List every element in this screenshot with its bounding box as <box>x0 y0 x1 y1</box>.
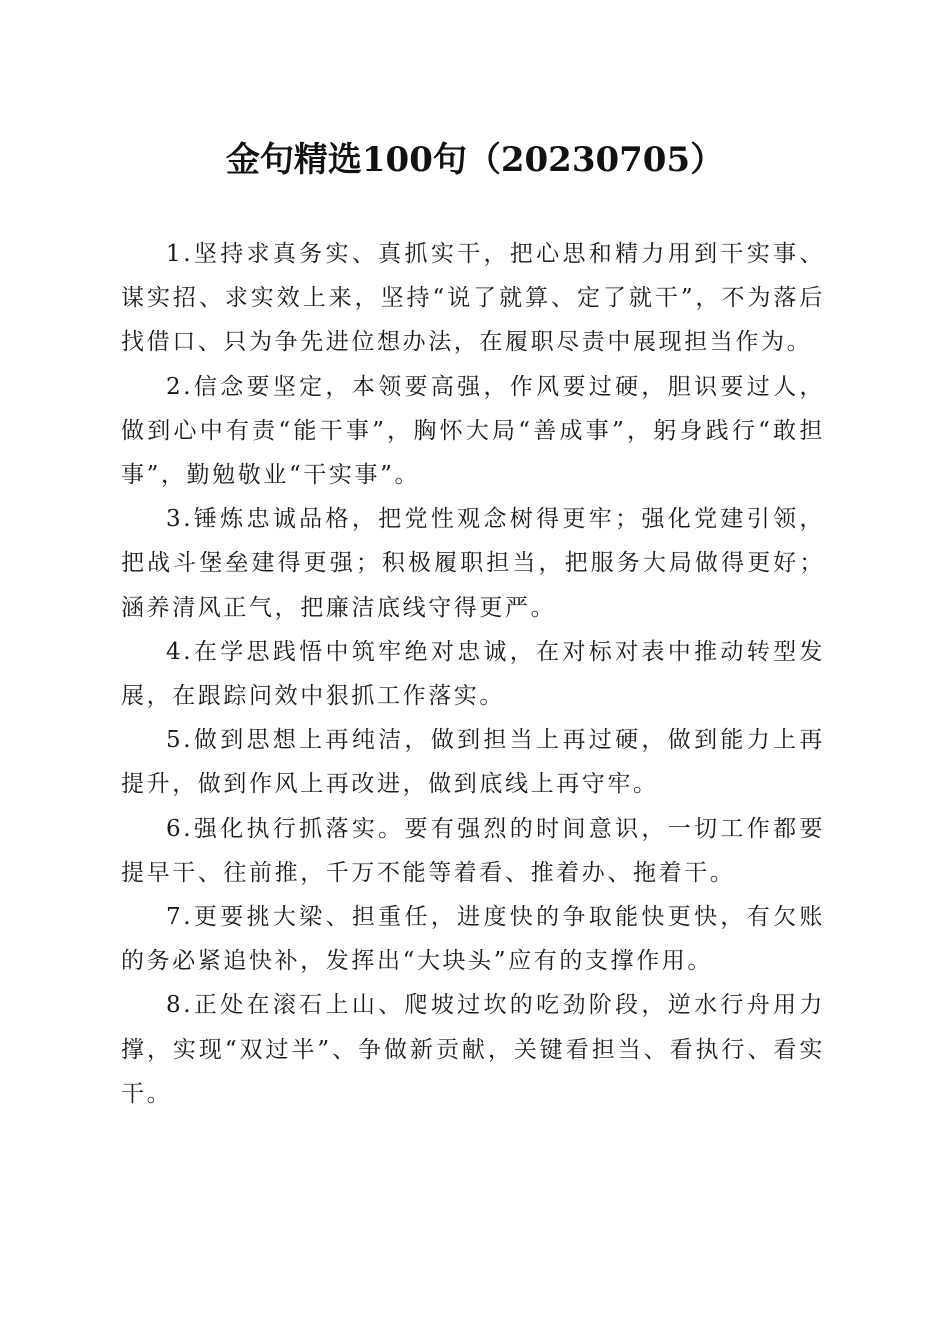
paragraph-6: 6.强化执行抓落实。要有强烈的时间意识，一切工作都要提早干、往前推，千万不能等着看、推着办、拖着干。 <box>121 815 825 886</box>
document-title: 金句精选100句（20230705） <box>225 140 725 180</box>
document-body <box>121 232 825 1116</box>
paragraph-1: 1.坚持求真务实、真抓实干，把心思和精力用到干实事、谋实招、求实效上来，坚持“说了就算、定了就干”，不为落后找借口、只为争先进位想办法，在履职尽责中展现担当作为。 <box>121 241 825 356</box>
paragraph-2: 2.信念要坚定，本领要高强，作风要过硬，胆识要过人，做到心中有责“能干事”，胸怀大局“善成事”，躬身践行“敢担事”，勤勉敬业“干实事”。 <box>121 373 825 489</box>
paragraph-3: 3.锤炼忠诚品格，把党性观念树得更牢；强化党建引领，把战斗堡垒建得更强；积极履职担当，把服务大局做得更好；涵养清风正气，把廉洁底线守得更严。 <box>121 506 825 621</box>
paragraph-4: 4.在学思践悟中筑牢绝对忠诚，在对标对表中推动转型发展，在跟踪问效中狠抓工作落实。 <box>121 638 825 710</box>
paragraph-7: 7.更要挑大梁、担重任，进度快的争取能快更快，有欠账的务必紧追快补，发挥出“大块头”应有的支撑作用。 <box>121 904 825 975</box>
paragraph-5: 5.做到思想上再纯洁，做到担当上再过硬，做到能力上再提升，做到作风上再改进，做到底线上再守牢。 <box>121 727 825 798</box>
paragraph-8: 8.正处在滚石上山、爬坡过坎的吃劲阶段，逆水行舟用力撑，实现“双过半”、争做新贡献，关键看担当、看执行、看实干。 <box>121 992 825 1107</box>
